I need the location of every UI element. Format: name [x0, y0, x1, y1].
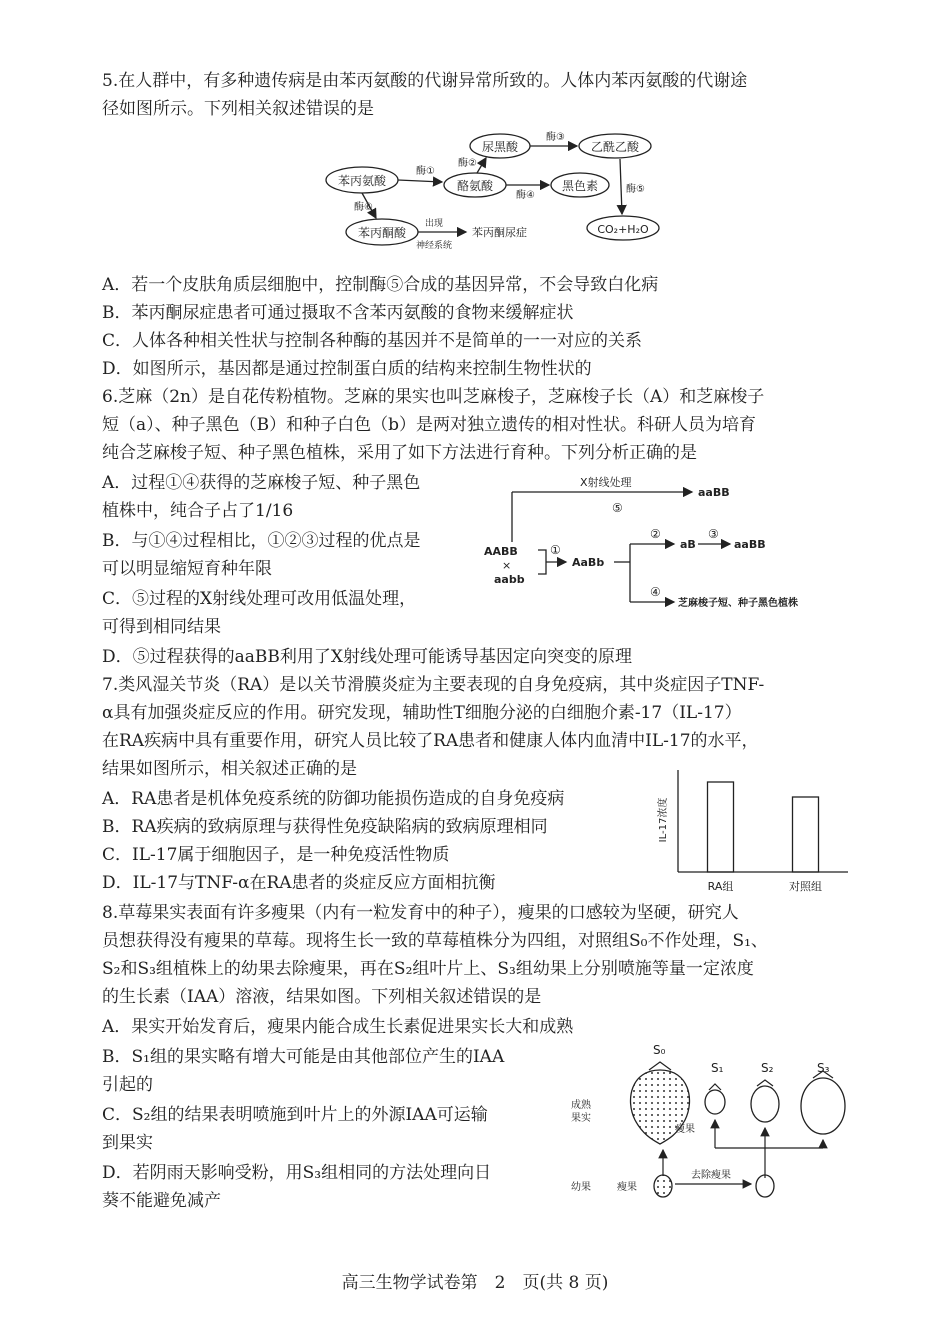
- q6-option-c-2: 可得到相同结果: [102, 617, 221, 637]
- enzyme-1: 酶①: [416, 166, 435, 177]
- q6-stem-line-1: 6.芝麻（2n）是自花传粉植物。芝麻的果实也叫芝麻梭子，芝麻梭子长（A）和芝麻梭子: [102, 387, 765, 407]
- group-s2: S₂: [761, 1061, 774, 1075]
- q6-option-a-1: A．过程①④获得的芝麻梭子短、种子黑色: [102, 473, 421, 493]
- s1-fruit: [705, 1090, 725, 1114]
- q6-option-b-2: 可以明显缩短育种年限: [102, 559, 272, 579]
- q5-stem-line-2: 径如图所示。下列相关叙述错误的是: [102, 99, 374, 119]
- q7-option-a: A．RA患者是机体免疫系统的防御功能损伤造成的自身免疫病: [102, 789, 565, 809]
- target-plant: 芝麻梭子短、种子黑色植株: [678, 598, 798, 609]
- q8-option-a: A．果实开始发育后，瘦果内能合成生长素促进果实长大和成熟: [102, 1017, 574, 1037]
- enzyme-3: 酶③: [546, 132, 565, 143]
- gamete-ab: aB: [680, 538, 696, 551]
- enzyme-6: 酶⑥: [354, 202, 373, 213]
- enzyme-2: 酶②: [458, 158, 477, 169]
- q6-stem-line-2: 短（a）、种子黑色（B）和种子白色（b）是两对独立遗传的相对性状。科研人员为培育: [102, 415, 757, 435]
- young-fruit-label: 幼果: [571, 1182, 591, 1193]
- node-tyrosine: 酪氨酸: [456, 179, 494, 193]
- enzyme-5: 酶⑤: [626, 184, 645, 195]
- node-phenylpyruvic-acid: 苯丙酮酸: [357, 226, 407, 240]
- q6-option-d: D．⑤过程获得的aaBB利用了X射线处理可能诱导基因定向突变的原理: [102, 647, 632, 667]
- q7-option-c: C．IL-17属于细胞因子，是一种免疫活性物质: [102, 845, 450, 865]
- q7-stem-line-4: 结果如图所示，相关叙述正确的是: [102, 759, 357, 779]
- step-1: ①: [550, 543, 561, 557]
- parent-aabb-recessive: aabb: [494, 573, 525, 586]
- q8-option-b-1: B．S₁组的果实略有增大可能是由其他部位产生的IAA: [102, 1047, 505, 1067]
- mature-fruit-label-2: 果实: [571, 1113, 591, 1124]
- young-fruit-without-achenes: [756, 1175, 774, 1197]
- achene-label-bottom: 瘦果: [617, 1182, 637, 1193]
- group-s0: S₀: [653, 1043, 666, 1057]
- q6-option-a-2: 植株中，纯合子占了1/16: [102, 501, 294, 521]
- q8-stem-line-1: 8.草莓果实表面有许多瘦果（内有一粒发育中的种子），瘦果的口感较为坚硬，研究人: [102, 903, 739, 923]
- bar-ra: [708, 782, 734, 872]
- cross-sign: ×: [502, 559, 512, 572]
- node-melanin: 黑色素: [561, 179, 599, 193]
- q8-option-c-1: C．S₂组的结果表明喷施到叶片上的外源IAA可运输: [102, 1105, 488, 1125]
- q8-option-d-1: D．若阴雨天影响受粉，用S₃组相同的方法处理向日: [102, 1163, 492, 1183]
- mature-fruit-label-1: 成熟: [571, 1100, 591, 1111]
- node-homogentisic-acid: 尿黑酸: [481, 140, 519, 154]
- category-label-ra: RA组: [707, 880, 734, 893]
- q6-option-c-1: C．⑤过程的X射线处理可改用低温处理，: [102, 589, 417, 609]
- q5-option-a: A．若一个皮肤角质层细胞中，控制酶⑤合成的基因异常，不会导致白化病: [102, 275, 659, 295]
- node-phenylalanine: 苯丙氨酸: [337, 174, 387, 188]
- category-label-control: 对照组: [789, 880, 822, 893]
- young-fruit-with-achenes: [654, 1175, 672, 1197]
- node-acetoacetic-acid: 乙酰乙酸: [590, 140, 640, 154]
- q5-option-d: D．如图所示，基因都是通过控制蛋白质的结构来控制生物性状的: [102, 359, 592, 379]
- step-4: ④: [650, 585, 661, 599]
- page-footer: 高三生物学试卷第 2 页(共 8 页): [341, 1273, 609, 1293]
- il17-bar-chart: [650, 770, 850, 900]
- q5-stem-line-1: 5.在人群中，有多种遗传病是由苯丙氨酸的代谢异常所致的。人体内苯丙氨酸的代谢途: [102, 71, 748, 91]
- q8-stem-line-4: 的生长素（IAA）溶液，结果如图。下列相关叙述错误的是: [102, 987, 542, 1007]
- group-s1: S₁: [711, 1061, 724, 1075]
- q7-option-b: B．RA疾病的致病原理与获得性免疫缺陷病的致病原理相同: [102, 817, 548, 837]
- q6-stem-line-3: 纯合芝麻梭子短、种子黑色植株，采用了如下方法进行育种。下列分析正确的是: [102, 443, 697, 463]
- step-5: ⑤: [612, 501, 623, 515]
- node-co2-h2o: CO₂+H₂O: [597, 223, 649, 236]
- enzyme-4: 酶④: [516, 190, 535, 201]
- s3-fruit: [801, 1078, 845, 1134]
- q8-option-c-2: 到果实: [102, 1133, 153, 1153]
- parent-aabb-dominant: AABB: [484, 545, 518, 558]
- q8-stem-line-2: 员想获得没有瘦果的草莓。现将生长一致的草莓植株分为四组，对照组S₀不作处理，S₁、: [102, 931, 768, 951]
- q7-stem-line-2: α具有加强炎症反应的作用。研究发现，辅助性T细胞分泌的白细胞介素-17（IL-17）: [102, 703, 742, 723]
- step-2: ②: [650, 527, 661, 541]
- aabb-top: aaBB: [698, 486, 730, 499]
- q7-stem-line-3: 在RA疾病中具有重要作用，研究人员比较了RA患者和健康人体内血清中IL-17的水平，: [102, 731, 759, 751]
- q7-option-d: D．IL-17与TNF-α在RA患者的炎症反应方面相抗衡: [102, 873, 496, 893]
- step-3: ③: [708, 527, 719, 541]
- q8-option-d-2: 葵不能避免减产: [102, 1191, 221, 1211]
- edge-note-nervous-system: 神经系统: [415, 241, 453, 251]
- q6-option-b-1: B．与①④过程相比，①②③过程的优点是: [102, 531, 421, 551]
- achene-label-top: 瘦果: [675, 1124, 695, 1135]
- q8-stem-line-3: S₂和S₃组植株上的幼果去除瘦果，再在S₂组叶片上、S₃组幼果上分别喷施等量一定浓度: [102, 959, 754, 979]
- bar-control: [793, 797, 819, 872]
- node-phenylketonuria: 苯丙酮尿症: [472, 226, 527, 239]
- q5-option-c: C．人体各种相关性状与控制各种酶的基因并不是简单的一一对应的关系: [102, 331, 643, 351]
- f1-aabb: AaBb: [572, 556, 605, 569]
- q7-stem-line-1: 7.类风湿关节炎（RA）是以关节滑膜炎症为主要表现的自身免疫病，其中炎症因子TNF-: [102, 675, 765, 695]
- group-s3: S₃: [817, 1061, 830, 1075]
- remove-achenes-label: 去除瘦果: [691, 1170, 731, 1181]
- xray-label: X射线处理: [580, 476, 632, 489]
- breeding-flow-diagram: [480, 472, 820, 632]
- aabb-right: aaBB: [734, 538, 766, 551]
- q8-option-b-2: 引起的: [102, 1075, 153, 1095]
- metabolism-pathway-diagram: [320, 128, 700, 263]
- chart-ylabel: IL-17浓度: [658, 797, 669, 843]
- edge-note-appear: 出现: [424, 219, 444, 229]
- s2-fruit: [751, 1086, 779, 1122]
- q5-option-b: B．苯丙酮尿症患者可通过摄取不含苯丙氨酸的食物来缓解症状: [102, 303, 574, 323]
- strawberry-diagram: [565, 1040, 865, 1210]
